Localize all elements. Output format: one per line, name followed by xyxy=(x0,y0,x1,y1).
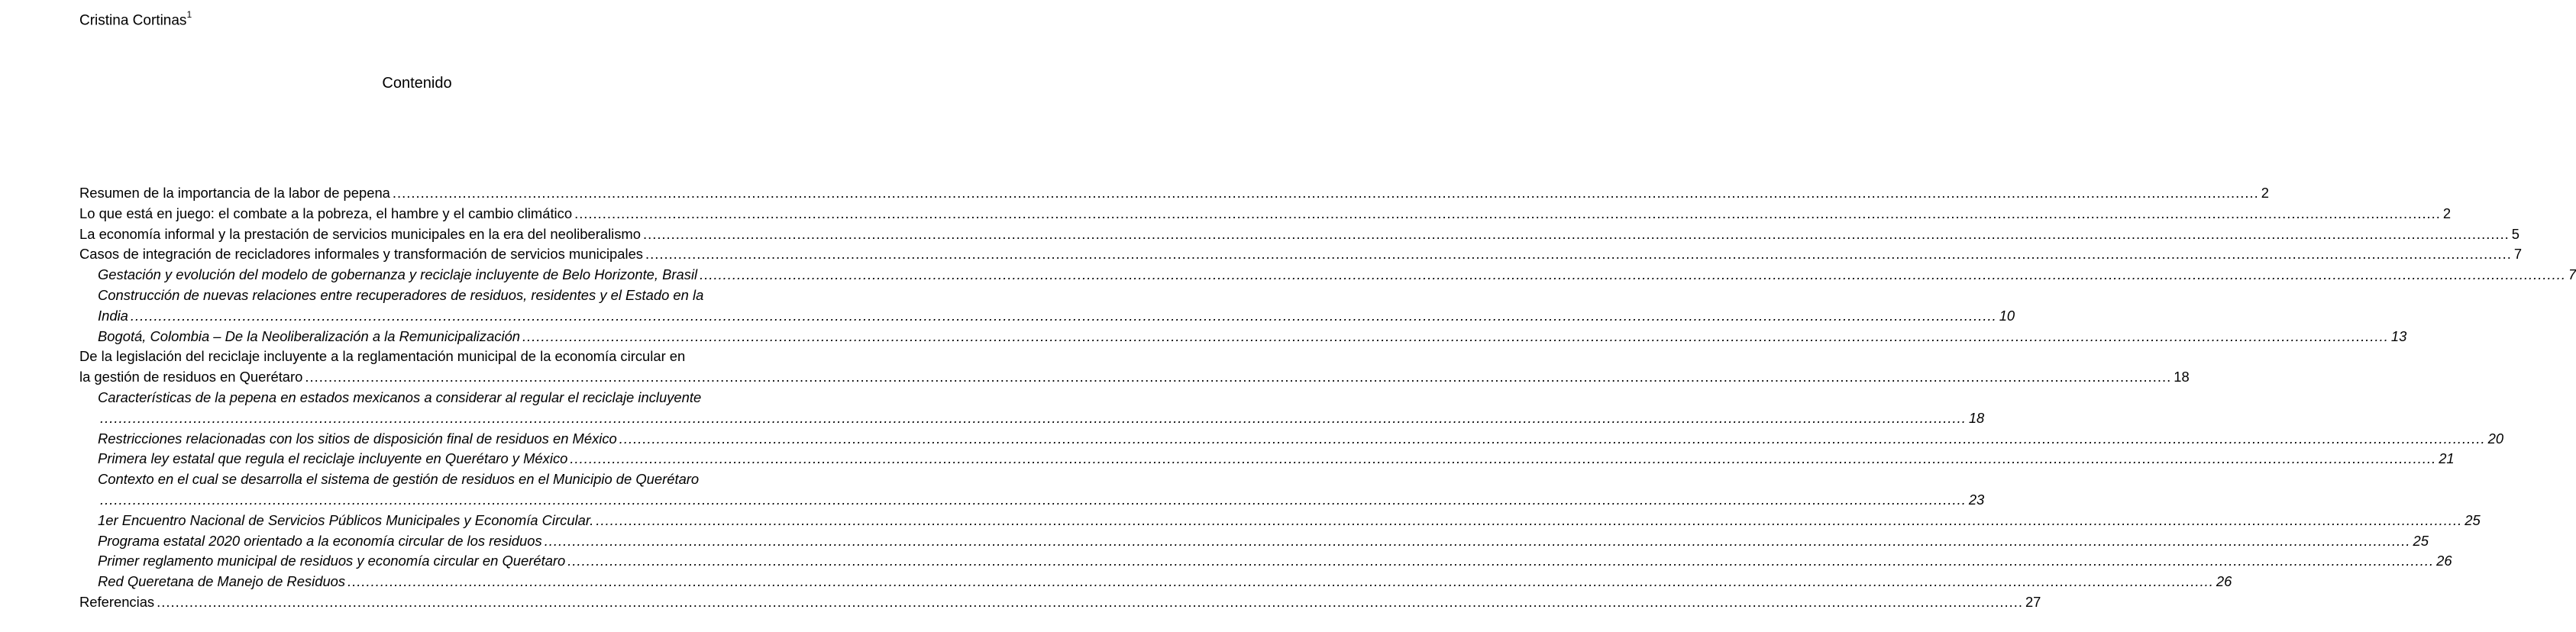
toc-entry[interactable] xyxy=(79,592,2041,613)
toc-entry-page: 7 xyxy=(2568,266,2576,283)
toc-entry-page: 13 xyxy=(2390,327,2407,344)
dot-leader: ................................................................................................................................................................................................................................................................................................................................................................................................................ xyxy=(567,553,2435,569)
dot-leader: ................................................................................................................................................................................................................................................................................................................................................................................................................ xyxy=(619,430,2486,447)
toc-entry-page: 26 xyxy=(2436,553,2452,569)
toc-entry-title: Programa estatal 2020 orientado a la economía circular de los residuos xyxy=(98,532,542,549)
toc-entry-page: 25 xyxy=(2464,511,2481,528)
toc-entry-title: Primera ley estatal que regula el reciclaje incluyente en Querétaro y México xyxy=(98,450,568,467)
toc-entry-page: 26 xyxy=(2216,573,2232,590)
author-name xyxy=(79,6,192,31)
toc-entry-title: India xyxy=(98,307,128,324)
toc-entry-page: 18 xyxy=(2174,369,2190,385)
toc-entry-page: 10 xyxy=(1999,307,2015,324)
toc-entry-page: 23 xyxy=(1968,491,1985,508)
toc-entry-title-line: Características de la pepena en estados mexicanos a considerar al regular el reciclaje incluyente xyxy=(98,389,702,405)
toc-entry[interactable] xyxy=(79,511,2481,531)
toc-entry[interactable] xyxy=(79,347,2190,388)
toc-entry-title: 1er Encuentro Nacional de Servicios Públicos Municipales y Economía Circular. xyxy=(98,511,594,528)
toc-entry-title: Resumen de la importancia de la labor de pepena xyxy=(79,185,390,201)
toc-entry[interactable] xyxy=(79,551,2452,572)
toc-entry-page: 2 xyxy=(2261,185,2269,201)
toc-entry-title-line: De la legislación del reciclaje incluyente a la reglamentación municipal de la economía circular en xyxy=(79,348,686,365)
toc-entry-title: Bogotá, Colombia – De la Neoliberalización a la Remunicipalización xyxy=(98,327,521,344)
toc-entry-title: Lo que está en juego: el combate a la pobreza, el hambre y el cambio climático xyxy=(79,205,573,221)
toc-entry-page: 5 xyxy=(2511,225,2520,242)
dot-leader: ................................................................................................................................................................................................................................................................................................................................................................................................................ xyxy=(544,532,2411,549)
toc-entry-page: 18 xyxy=(1968,409,1985,426)
dot-leader: ................................................................................................................................................................................................................................................................................................................................................................................................................ xyxy=(642,225,2510,242)
toc-entry[interactable] xyxy=(79,204,2452,224)
toc-entry-page: 25 xyxy=(2413,532,2429,549)
toc-entry-title: la gestión de residuos en Querétaro xyxy=(79,369,303,385)
toc-entry[interactable] xyxy=(79,265,2576,285)
toc-entry-title-line: Contexto en el cual se desarrolla el sistema de gestión de residuos en el Municipio de Querétaro xyxy=(98,471,700,488)
toc-entry-page: 21 xyxy=(2439,450,2455,467)
toc-entry[interactable] xyxy=(79,449,2455,469)
dot-leader: ................................................................................................................................................................................................................................................................................................................................................................................................................ xyxy=(305,369,2172,385)
toc-heading: Contenido xyxy=(382,75,452,92)
toc-entry[interactable] xyxy=(79,388,1985,429)
table-of-contents xyxy=(79,183,2576,613)
toc-entry-title: Gestación y evolución del modelo de gobernanza y reciclaje incluyente de Belo Horizonte, Brasil xyxy=(98,266,698,283)
dot-leader: ................................................................................................................................................................................................................................................................................................................................................................................................................ xyxy=(100,491,1967,508)
toc-entry-title: Red Queretana de Manejo de Residuos xyxy=(98,573,346,590)
toc-entry-title: Referencias xyxy=(79,593,155,610)
toc-entry-title: Restricciones relacionadas con los sitios de disposición final de residuos en México xyxy=(98,430,617,447)
author-text: Cristina Cortinas xyxy=(79,12,187,29)
dot-leader: ................................................................................................................................................................................................................................................................................................................................................................................................................ xyxy=(130,307,1997,324)
toc-entry[interactable] xyxy=(79,572,2232,592)
dot-leader: ................................................................................................................................................................................................................................................................................................................................................................................................................ xyxy=(347,573,2214,590)
toc-entry[interactable] xyxy=(79,429,2504,450)
dot-leader: ................................................................................................................................................................................................................................................................................................................................................................................................................ xyxy=(100,409,1967,426)
dot-leader: ................................................................................................................................................................................................................................................................................................................................................................................................................ xyxy=(157,593,2023,610)
dot-leader: ................................................................................................................................................................................................................................................................................................................................................................................................................ xyxy=(570,450,2437,467)
dot-leader: ................................................................................................................................................................................................................................................................................................................................................................................................................ xyxy=(392,185,2259,201)
toc-entry-title-line: Construcción de nuevas relaciones entre recuperadores de residuos, residentes y el Estado en la xyxy=(98,286,704,303)
toc-entry-title: Primer reglamento municipal de residuos y economía circular en Querétaro xyxy=(98,553,566,569)
dot-leader: ................................................................................................................................................................................................................................................................................................................................................................................................................ xyxy=(700,266,2566,283)
toc-entry[interactable] xyxy=(79,327,2407,347)
toc-entry[interactable] xyxy=(79,183,2269,204)
toc-entry-page: 2 xyxy=(2442,205,2452,221)
toc-entry[interactable] xyxy=(79,224,2520,245)
toc-entry-page: 27 xyxy=(2025,593,2041,610)
dot-leader: ................................................................................................................................................................................................................................................................................................................................................................................................................ xyxy=(522,327,2389,344)
dot-leader: ................................................................................................................................................................................................................................................................................................................................................................................................................ xyxy=(574,205,2441,221)
toc-entry-page: 7 xyxy=(2513,246,2523,263)
toc-entry-title: Casos de integración de recicladores informales y transformación de servicios municipales xyxy=(79,246,644,263)
dot-leader: ................................................................................................................................................................................................................................................................................................................................................................................................................ xyxy=(596,511,2463,528)
dot-leader: ................................................................................................................................................................................................................................................................................................................................................................................................................ xyxy=(645,246,2512,263)
toc-entry-title: La economía informal y la prestación de servicios municipales en la era del neoliberalismo xyxy=(79,225,641,242)
footnote-marker: 1 xyxy=(186,9,192,20)
toc-entry[interactable] xyxy=(79,531,2429,552)
toc-entry[interactable] xyxy=(79,469,1985,511)
toc-entry[interactable] xyxy=(79,285,2015,327)
toc-entry-page: 20 xyxy=(2487,430,2504,447)
toc-entry[interactable] xyxy=(79,244,2523,265)
